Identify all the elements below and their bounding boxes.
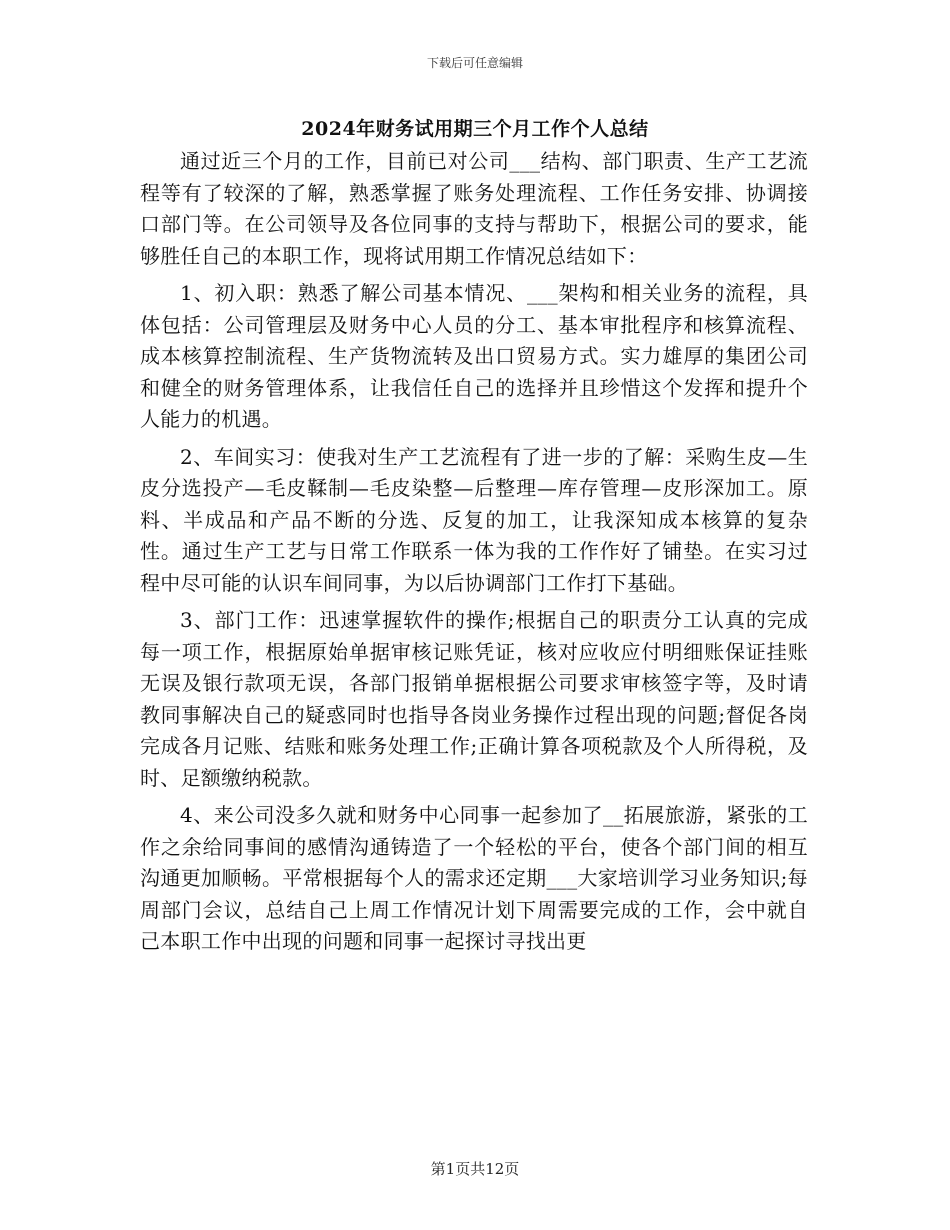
paragraph-workshop-internship: 2、车间实习：使我对生产工艺流程有了进一步的了解：采购生皮—生皮分选投产—毛皮鞣制—毛皮染整—后整理—库存管理—皮形深加工。原料、半成品和产品不断的分选、反复的加工，让我深知成本核算的复杂性。通过生产工艺与日常工作联系一体为我的工作作好了铺垫。在实习过程中尽可能的认识车间同事，为以后协调部门工作打下基础。 — [140, 444, 808, 595]
document-title: 2024年财务试用期三个月工作个人总结 — [301, 118, 649, 140]
paragraph-onboarding: 1、初入职：熟悉了解公司基本情况、___架构和相关业务的流程，具体包括：公司管理层及财务中心人员的分工、基本审批程序和核算流程、成本核算控制流程、生产货物流转及出口贸易方式。实力雄厚的集团公司和健全的财务管理体系，让我信任自己的选择并且珍惜这个发挥和提升个人能力的机遇。 — [140, 281, 808, 431]
paragraph-department-work: 3、部门工作：迅速掌握软件的操作;根据自己的职责分工认真的完成每一项工作，根据原始单据审核记账凭证，核对应收应付明细账保证挂账无误及银行款项无误，各部门报销单据根据公司要求审核签字等，及时请教同事解决自己的疑惑同时也指导各岗业务操作过程出现的问题;督促各岗完成各月记账、结账和账务处理工作;正确计算各项税款及个人所得税，及时、足额缴纳税款。 — [140, 608, 808, 790]
header-note: 下载后可任意编辑 — [426, 56, 523, 70]
paragraph-team-activities: 4、来公司没多久就和财务中心同事一起参加了__拓展旅游，紧张的工作之余给同事间的感情沟通铸造了一个轻松的平台，使各个部门间的相互沟通更加顺畅。平常根据每个人的需求还定期___大家培训学习业务知识;每周部门会议，总结自己上周工作情况计划下周需要完成的工作，会中就自己本职工作中出现的问题和同事一起探讨寻找出更 — [140, 803, 808, 953]
page-number: 第1页共12页 — [430, 1160, 520, 1178]
document-body — [140, 146, 808, 964]
paragraph-intro: 通过近三个月的工作，目前已对公司___结构、部门职责、生产工艺流程等有了较深的了解，熟悉掌握了账务处理流程、工作任务安排、协调接口部门等。在公司领导及各位同事的支持与帮助下，根据公司的要求，能够胜任自己的本职工作，现将试用期工作情况总结如下： — [140, 149, 808, 268]
